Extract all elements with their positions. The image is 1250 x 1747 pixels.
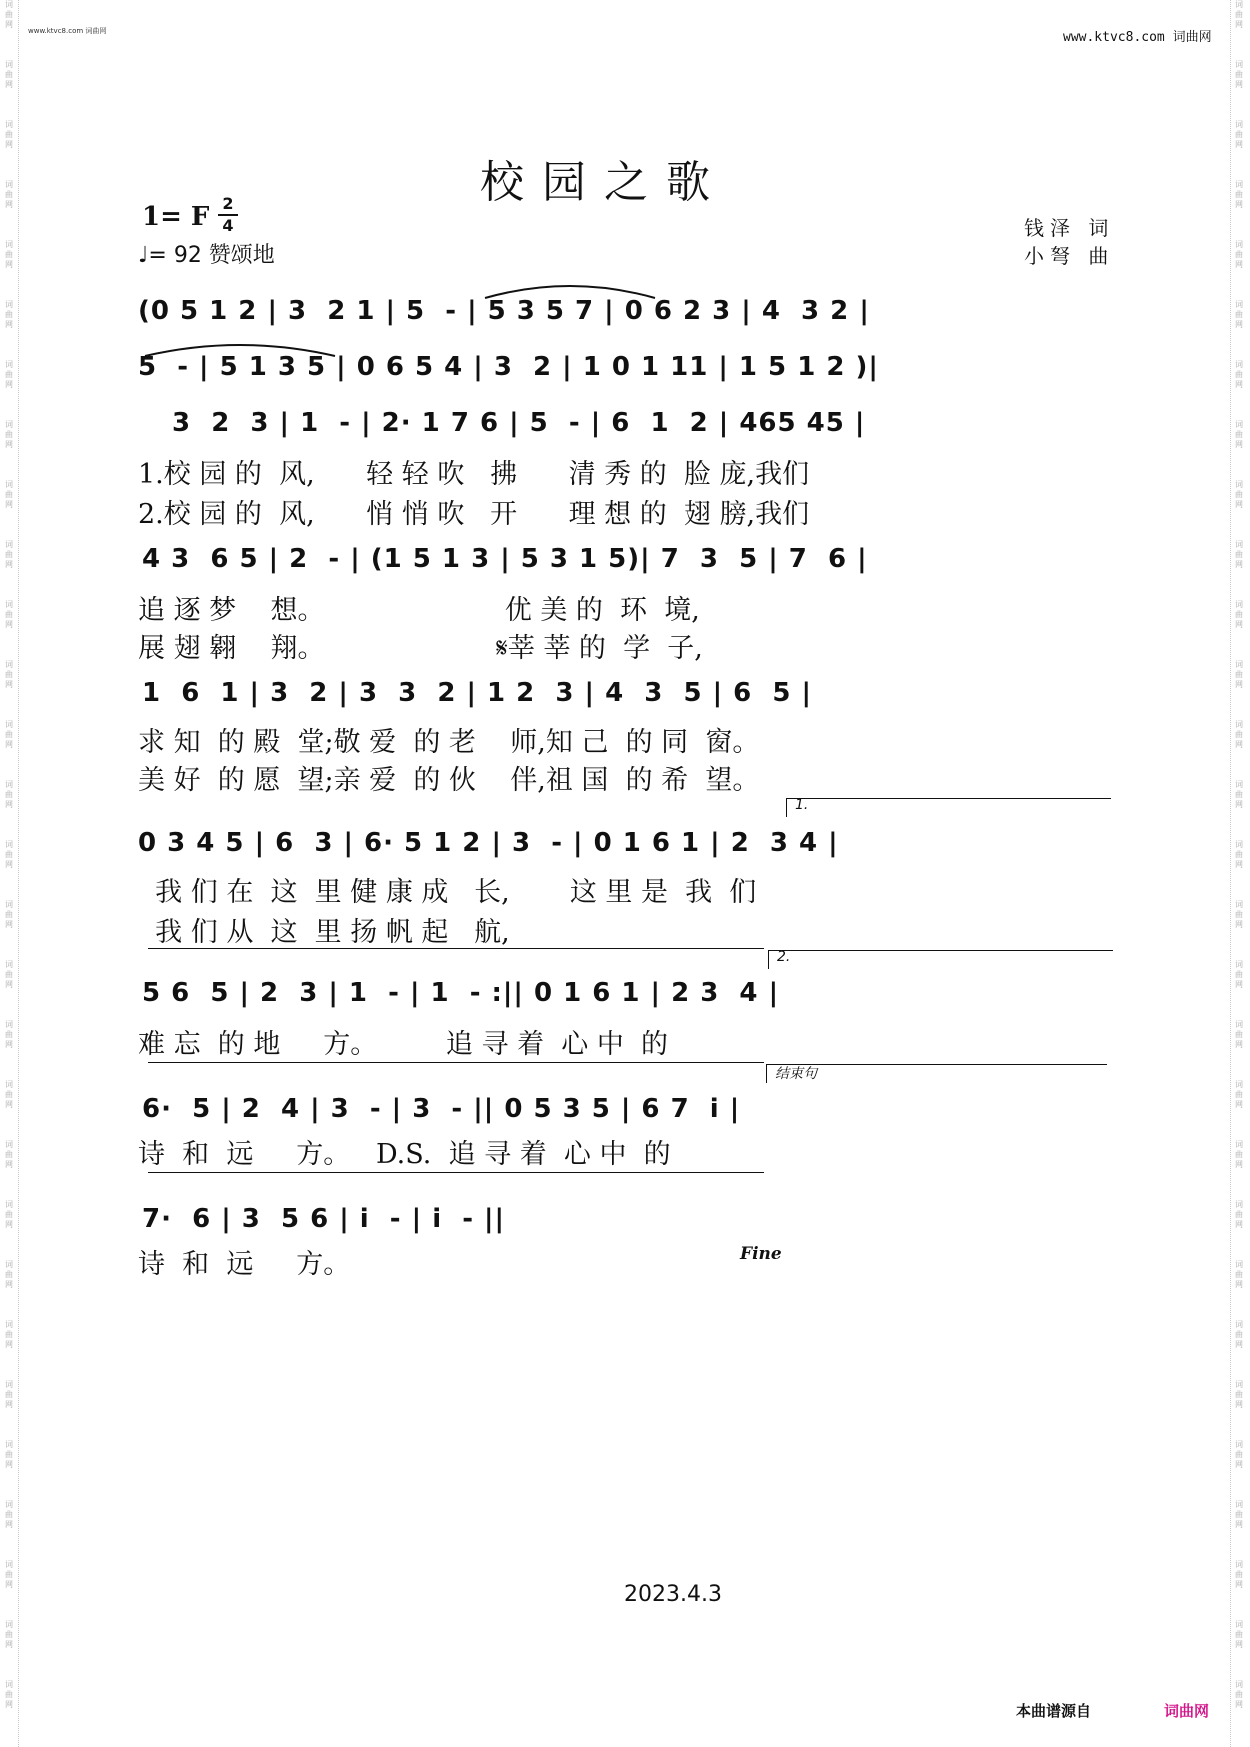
side-watermark-text: 词 曲 网 [1235, 780, 1243, 809]
side-watermark-text: 词 曲 网 [5, 1380, 13, 1409]
side-watermark-text: 词 曲 网 [5, 120, 13, 149]
system-5-lyric-2: 美 好 的 愿 望;亲 爱 的 伙 伴,祖 国 的 希 望。 [138, 765, 760, 796]
side-watermark-text: 词 曲 网 [5, 1320, 13, 1349]
side-watermark-text: 词 曲 网 [1235, 60, 1243, 89]
side-watermark-text: 词 曲 网 [1235, 1080, 1243, 1109]
system-4-notes: 4 3 6 5 | 2 - | (1 5 1 3 | 5 3 1 5)| 7 3 5 | 7 6 | [142, 544, 868, 574]
side-watermark-text: 词 曲 网 [5, 1560, 13, 1589]
side-watermark-text: 词 曲 网 [5, 600, 13, 629]
side-watermark-text: 词 曲 网 [5, 1080, 13, 1109]
fine-marking: Fine [740, 1244, 782, 1264]
footer-source-text: 本曲谱源自 [1016, 1702, 1092, 1720]
side-watermark-text: 词 曲 网 [5, 1500, 13, 1529]
right-border [1230, 0, 1231, 1747]
volta-1-bracket [786, 798, 1111, 817]
side-watermark-text: 词 曲 网 [1235, 900, 1243, 929]
side-watermark-text: 词 曲 网 [1235, 660, 1243, 689]
system-4-lyric-1: 追 逐 梦 想。 优 美 的 环 境, [138, 595, 700, 626]
system-1-notes: (0 5 1 2 | 3 2 1 | 5 - | 5 3 5 7 | 0 6 2 3 | 4 3 2 | [138, 296, 870, 326]
side-watermark-text: 词 曲 网 [5, 0, 13, 29]
side-watermark-text: 词 曲 网 [1235, 480, 1243, 509]
coda-continuation [148, 1172, 764, 1173]
side-watermark-text: 词 曲 网 [5, 960, 13, 989]
system-4-lyric-2: 展 翅 翱 翔。 𝄋莘 莘 的 学 子, [138, 633, 703, 664]
composer: 小弩 曲 [1024, 244, 1115, 268]
lyricist: 钱泽 词 [1024, 216, 1115, 240]
side-watermark-text: 词 曲 网 [1235, 1620, 1243, 1649]
song-title: 校园之歌 [480, 157, 728, 208]
date-stamp: 2023.4.3 [624, 1582, 722, 1607]
system-8-lyric-1: 诗 和 远 方。 D.S. 追 寻 着 心 中 的 [138, 1139, 671, 1170]
time-bottom: 4 [222, 216, 234, 235]
tempo-text: = 92 赞颂地 [148, 243, 275, 268]
coda-bracket [766, 1064, 1107, 1083]
tie-arc [140, 338, 340, 358]
side-watermark-text: 词 曲 网 [5, 1260, 13, 1289]
left-border [18, 0, 19, 1747]
side-watermark-text: 词 曲 网 [1235, 120, 1243, 149]
header-site-small: www.ktvc8.com 词曲网 [28, 27, 107, 35]
volta-1-label: 1. [795, 797, 809, 813]
side-watermark-text: 词 曲 网 [1235, 1200, 1243, 1229]
volta-2-continuation [148, 1062, 764, 1063]
side-watermark-text: 词 曲 网 [1235, 960, 1243, 989]
side-watermark-text: 词 曲 网 [1235, 600, 1243, 629]
system-6-lyric-1: 我 们 在 这 里 健 康 成 长, 这 里 是 我 们 [138, 877, 757, 908]
side-watermark-text: 词 曲 网 [1235, 1440, 1243, 1469]
side-watermark-text: 词 曲 网 [5, 720, 13, 749]
side-watermark-text: 词 曲 网 [1235, 1560, 1243, 1589]
side-watermark-text: 词 曲 网 [5, 1440, 13, 1469]
system-3-notes: 3 2 3 | 1 - | 2· 1 7 6 | 5 - | 6 1 2 | 465 45 | [172, 408, 866, 438]
side-watermark-text: 词 曲 网 [5, 480, 13, 509]
side-watermark-text: 词 曲 网 [1235, 1680, 1243, 1709]
system-7-lyric-1: 难 忘 的 地 方。 追 寻 着 心 中 的 [138, 1029, 668, 1060]
side-watermark-text: 词 曲 网 [1235, 1260, 1243, 1289]
side-watermark-text: 词 曲 网 [5, 840, 13, 869]
coda-label: 结束句 [775, 1066, 817, 1082]
side-watermark-text: 词 曲 网 [1235, 420, 1243, 449]
side-watermark-text: 词 曲 网 [5, 420, 13, 449]
time-signature [218, 196, 238, 234]
side-watermark-text: 词 曲 网 [5, 1020, 13, 1049]
side-watermark-text: 词 曲 网 [5, 1620, 13, 1649]
side-watermark-text: 词 曲 网 [5, 540, 13, 569]
side-watermark-text: 词 曲 网 [5, 60, 13, 89]
side-watermark-text: 词 曲 网 [1235, 240, 1243, 269]
side-watermark-text: 词 曲 网 [5, 300, 13, 329]
side-watermark-text: 词 曲 网 [1235, 1140, 1243, 1169]
system-3-lyric-2: 2.校 园 的 风, 悄 悄 吹 开 理 想 的 翅 膀,我们 [138, 499, 810, 530]
side-watermark-text: 词 曲 网 [5, 900, 13, 929]
side-watermark-text: 词 曲 网 [1235, 1380, 1243, 1409]
side-watermark-text: 词 曲 网 [1235, 300, 1243, 329]
system-9-notes: 7· 6 | 3 5 6 | i - | i - || [142, 1204, 506, 1234]
side-watermark-text: 词 曲 网 [5, 1140, 13, 1169]
tempo-marking [138, 238, 275, 269]
system-9-lyric-1: 诗 和 远 方。 [138, 1249, 351, 1280]
volta-2-label: 2. [777, 949, 791, 965]
side-watermark-text: 词 曲 网 [5, 660, 13, 689]
header-site-url: www.ktvc8.com 词曲网 [1063, 30, 1212, 45]
side-watermark-text: 词 曲 网 [5, 180, 13, 209]
side-watermark-text: 词 曲 网 [1235, 840, 1243, 869]
system-7-notes: 5 6 5 | 2 3 | 1 - | 1 - :|| 0 1 6 1 | 2 3 4 | [142, 978, 780, 1008]
side-watermark-text: 词 曲 网 [1235, 1020, 1243, 1049]
side-watermark-text: 词 曲 网 [5, 1200, 13, 1229]
system-8-notes: 6· 5 | 2 4 | 3 - | 3 - || 0 5 3 5 | 6 7 i | [142, 1094, 741, 1124]
side-watermark-text: 词 曲 网 [1235, 540, 1243, 569]
left-watermark-strip [2, 0, 16, 1747]
side-watermark-text: 词 曲 网 [5, 780, 13, 809]
key-signature: 1= F [142, 202, 210, 232]
side-watermark-text: 词 曲 网 [5, 1680, 13, 1709]
side-watermark-text: 词 曲 网 [1235, 1320, 1243, 1349]
system-5-notes: 1 6 1 | 3 2 | 3 3 2 | 1 2 3 | 4 3 5 | 6 5 | [142, 678, 812, 708]
side-watermark-text: 词 曲 网 [1235, 720, 1243, 749]
side-watermark-text: 词 曲 网 [1235, 0, 1243, 29]
system-3-lyric-1: 1.校 园 的 风, 轻 轻 吹 拂 清 秀 的 脸 庞,我们 [138, 459, 810, 490]
right-watermark-strip [1232, 0, 1246, 1747]
volta-2-bracket [768, 950, 1113, 969]
tie-arc [480, 280, 660, 300]
system-6-notes: 0 3 4 5 | 6 3 | 6· 5 1 2 | 3 - | 0 1 6 1 | 2 3 4 | [138, 828, 839, 858]
footer-brand-link[interactable]: 词曲网 [1164, 1702, 1210, 1720]
side-watermark-text: 词 曲 网 [1235, 1500, 1243, 1529]
side-watermark-text: 词 曲 网 [1235, 360, 1243, 389]
quarter-note-icon: ♩ [138, 243, 149, 268]
side-watermark-text: 词 曲 网 [5, 240, 13, 269]
system-2-notes: 5 - | 5 1 3 5 | 0 6 5 4 | 3 2 | 1 0 1 11 | 1 5 1 2 )| [138, 352, 879, 382]
system-6-lyric-2: 我 们 从 这 里 扬 帆 起 航, [138, 917, 510, 948]
system-5-lyric-1: 求 知 的 殿 堂;敬 爱 的 老 师,知 己 的 同 窗。 [138, 727, 760, 758]
volta-1-continuation [148, 948, 764, 949]
side-watermark-text: 词 曲 网 [1235, 180, 1243, 209]
time-top: 2 [222, 194, 234, 213]
side-watermark-text: 词 曲 网 [5, 360, 13, 389]
